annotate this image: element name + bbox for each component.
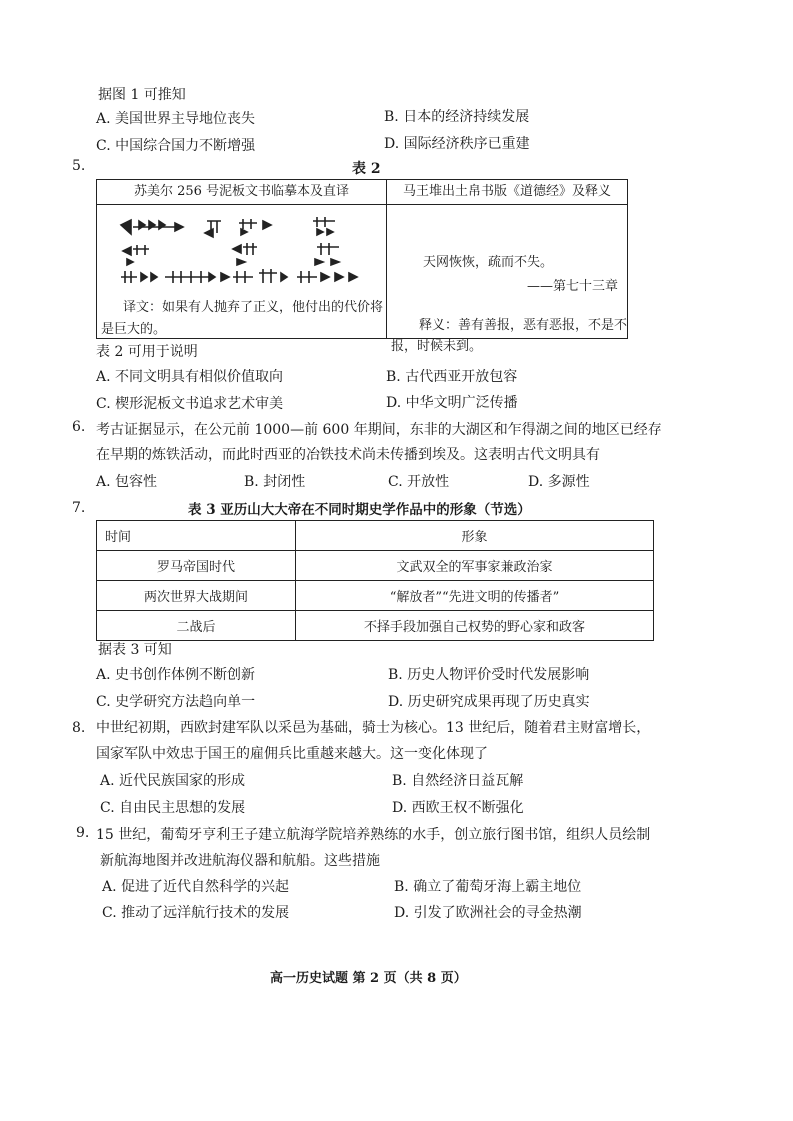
q8-stem-line1: 中世纪初期，西欧封建军队以采邑为基础，骑士为核心。13 世纪后，随着君主财富增长， <box>96 720 651 736</box>
table3 <box>96 520 654 641</box>
q6-option-a: A. 包容性 <box>96 474 158 490</box>
q9-number: 9. <box>76 825 90 841</box>
q9-option-d: D. 引发了欧洲社会的寻金热潮 <box>394 905 582 921</box>
table3-row3-time: 二战后 <box>97 611 296 641</box>
cuneiform-tablet-image <box>117 215 367 293</box>
q7-option-b: B. 历史人物评价受时代发展影响 <box>388 667 590 683</box>
q4-option-b: B. 日本的经济持续发展 <box>384 109 530 125</box>
q8-option-d: D. 西欧王权不断强化 <box>392 800 524 816</box>
q8-number: 8. <box>72 720 86 736</box>
table2-cell-right <box>387 205 628 354</box>
q8-option-a: A. 近代民族国家的形成 <box>100 773 246 789</box>
q8-option-b: B. 自然经济日益瓦解 <box>392 773 524 789</box>
table2-right-explanation: 释义：善有善报，恶有恶报，不是不报，时候未到。 <box>391 318 628 354</box>
q6-option-c: C. 开放性 <box>388 474 450 490</box>
q9-stem-line1: 15 世纪，葡萄牙亨利王子建立航海学院培养熟练的水手，创立旅行图书馆，组织人员绘制 <box>96 827 651 843</box>
table2-right-quote: 天网恢恢，疏而不失。 <box>423 255 554 270</box>
table3-caption: 表 3 亚历山大大帝在不同时期史学作品中的形象（节选） <box>188 502 531 518</box>
table3-row1-time: 罗马帝国时代 <box>97 551 296 581</box>
q6-stem-line2: 在早期的炼铁活动，而此时西亚的冶铁技术尚未传播到埃及。这表明古代文明具有 <box>96 447 600 463</box>
q9-option-a: A. 促进了近代自然科学的兴起 <box>102 879 290 895</box>
q4-option-c: C. 中国综合国力不断增强 <box>96 138 256 154</box>
table2-caption: 表 2 <box>352 161 381 177</box>
q5-option-a: A. 不同文明具有相似价值取向 <box>96 369 284 385</box>
q9-option-b: B. 确立了葡萄牙海上霸主地位 <box>394 879 582 895</box>
q5-option-c: C. 楔形泥板文书追求艺术审美 <box>96 396 284 412</box>
q6-option-b: B. 封闭性 <box>244 474 306 490</box>
table3-row2-time: 两次世界大战期间 <box>97 581 296 611</box>
q9-stem-line2: 新航海地图并改进航海仪器和航船。这些措施 <box>100 853 380 869</box>
q6-option-d: D. 多源性 <box>528 474 590 490</box>
q6-number: 6. <box>72 419 86 435</box>
q5-number: 5. <box>72 158 86 174</box>
q8-stem-line2: 国家军队中效忠于国王的雇佣兵比重越来越大。这一变化体现了 <box>96 746 488 762</box>
q9-option-c: C. 推动了远洋航行技术的发展 <box>102 905 290 921</box>
table2-right-source: ——第七十三章 <box>527 279 619 294</box>
q6-stem-line1: 考古证据显示，在公元前 1000—前 600 年期间，东非的大湖区和乍得湖之间的地区已经存 <box>96 422 662 438</box>
q7-option-d: D. 历史研究成果再现了历史真实 <box>388 694 590 710</box>
table3-row3-image: 不择手段加强自己权势的野心家和政客 <box>296 611 654 641</box>
table2-header-left: 苏美尔 256 号泥板文书临摹本及直译 <box>97 180 387 205</box>
q7-number: 7. <box>72 500 86 516</box>
q4-option-a: A. 美国世界主导地位丧失 <box>96 111 256 127</box>
q5-option-b: B. 古代西亚开放包容 <box>386 369 518 385</box>
table3-header-image: 形象 <box>296 521 654 551</box>
table3-row1-image: 文武双全的军事家兼政治家 <box>296 551 654 581</box>
q4-option-d: D. 国际经济秩序已重建 <box>384 136 530 152</box>
table2-left-translation: 译文：如果有人抛弃了正义，他付出的代价将是巨大的。 <box>101 300 384 337</box>
page-footer: 高一历史试题 第 2 页（共 8 页） <box>270 971 467 986</box>
table2-header-right: 马王堆出土帛书版《道德经》及释义 <box>387 180 628 205</box>
q7-option-a: A. 史书创作体例不断创新 <box>96 667 256 683</box>
q5-option-d: D. 中华文明广泛传播 <box>386 395 518 411</box>
q7-option-c: C. 史学研究方法趋向单一 <box>96 694 256 710</box>
table2-cell-left <box>97 205 387 339</box>
table3-header-time: 时间 <box>97 521 296 551</box>
q5-stem: 表 2 可用于说明 <box>96 344 198 360</box>
table3-row2-image: “解放者”“先进文明的传播者” <box>296 581 654 611</box>
q4-stem: 据图 1 可推知 <box>98 87 186 103</box>
q7-stem: 据表 3 可知 <box>98 642 172 658</box>
q8-option-c: C. 自由民主思想的发展 <box>100 800 246 816</box>
